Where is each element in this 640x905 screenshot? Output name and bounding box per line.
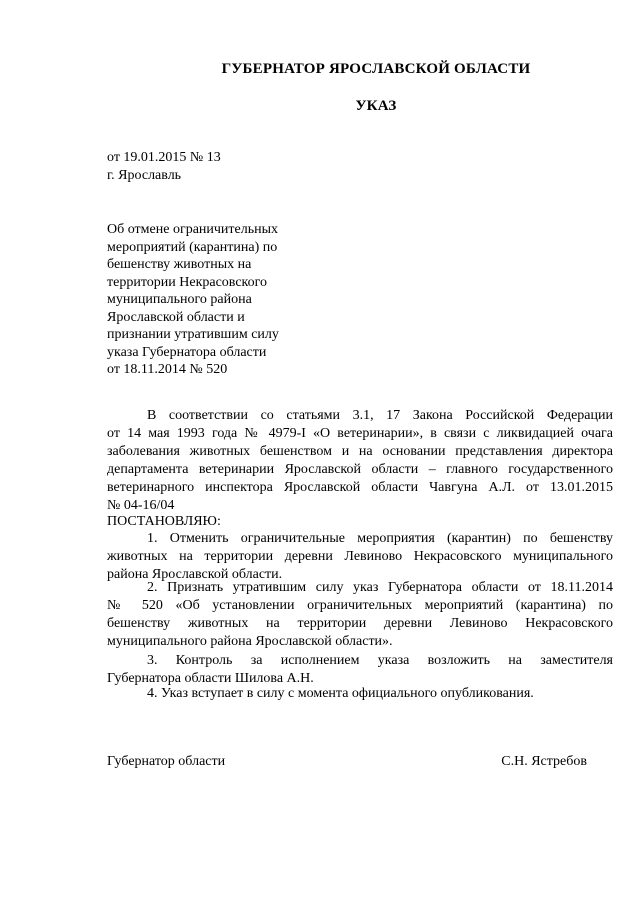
- decree-label: ПОСТАНОВЛЯЮ:: [107, 514, 221, 529]
- item-line: 2. Признать утратившим силу указ Губернатора области от 18.11.2014: [147, 580, 613, 595]
- decree-item-2: [107, 579, 613, 651]
- preamble-paragraph: [107, 407, 613, 515]
- item-line: 1. Отменить ограничительные мероприятия (карантин) по бешенству: [147, 531, 613, 546]
- preamble-line: В соответствии со статьями 3.1, 17 Закона Российской Федерации: [147, 408, 613, 423]
- subject-line: от 18.11.2014 № 520: [107, 362, 228, 377]
- subject-line: указа Губернатора области: [107, 344, 267, 360]
- authority-heading: ГУБЕРНАТОР ЯРОСЛАВСКОЙ ОБЛАСТИ: [221, 61, 531, 77]
- document-subject: [107, 221, 317, 379]
- item-line: 3. Контроль за исполнением указа возложить на заместителя: [147, 653, 613, 668]
- item-line: района Ярославской области.: [107, 567, 283, 582]
- item-line: муниципального района Ярославской области».: [107, 634, 393, 649]
- item-line: Губернатора области Шилова А.Н.: [107, 671, 314, 686]
- signatory-position: Губернатор области: [107, 754, 226, 769]
- item-line: бешенству животных на территории деревни Левиново Некрасовского: [107, 616, 613, 631]
- subject-line: муниципального района: [107, 292, 252, 307]
- item-line: № 520 «Об установлении ограничительных мероприятий (карантина) по: [107, 598, 613, 613]
- decree-item-3: [107, 652, 613, 688]
- preamble-line: департамента ветеринарии Ярославской области – главного государственного: [107, 462, 613, 477]
- subject-line: мероприятий (карантина) по: [107, 239, 278, 255]
- document-type-heading: УКАЗ: [355, 98, 397, 114]
- document-date-number: от 19.01.2015 № 13: [107, 150, 221, 165]
- decree-item-4: [107, 685, 613, 703]
- decree-item-1: [107, 530, 613, 584]
- subject-line: признании утратившим силу: [107, 327, 279, 342]
- decree-word: [107, 513, 613, 531]
- subject-line: Ярославской области и: [107, 309, 245, 325]
- signatory-name: С.Н. Ястребов: [501, 754, 587, 769]
- preamble-line: № 04-16/04: [107, 498, 175, 513]
- preamble-line: ветеринарного инспектора Ярославской области Чавгуна А.Л. от 13.01.2015: [107, 480, 613, 495]
- subject-line: бешенству животных на: [107, 257, 252, 272]
- item-line: животных на территории деревни Левиново Некрасовского муниципального: [107, 549, 613, 564]
- preamble-line: от 14 мая 1993 года № 4979-I «О ветеринарии», в связи с ликвидацией очага: [107, 426, 613, 441]
- item-line: 4. Указ вступает в силу с момента официального опубликования.: [147, 686, 534, 701]
- subject-line: Об отмене ограничительных: [107, 222, 279, 237]
- subject-line: территории Некрасовского: [107, 274, 268, 290]
- document-city: г. Ярославль: [107, 168, 182, 183]
- preamble-line: заболевания животных бешенством и на основании представления директора: [107, 444, 613, 459]
